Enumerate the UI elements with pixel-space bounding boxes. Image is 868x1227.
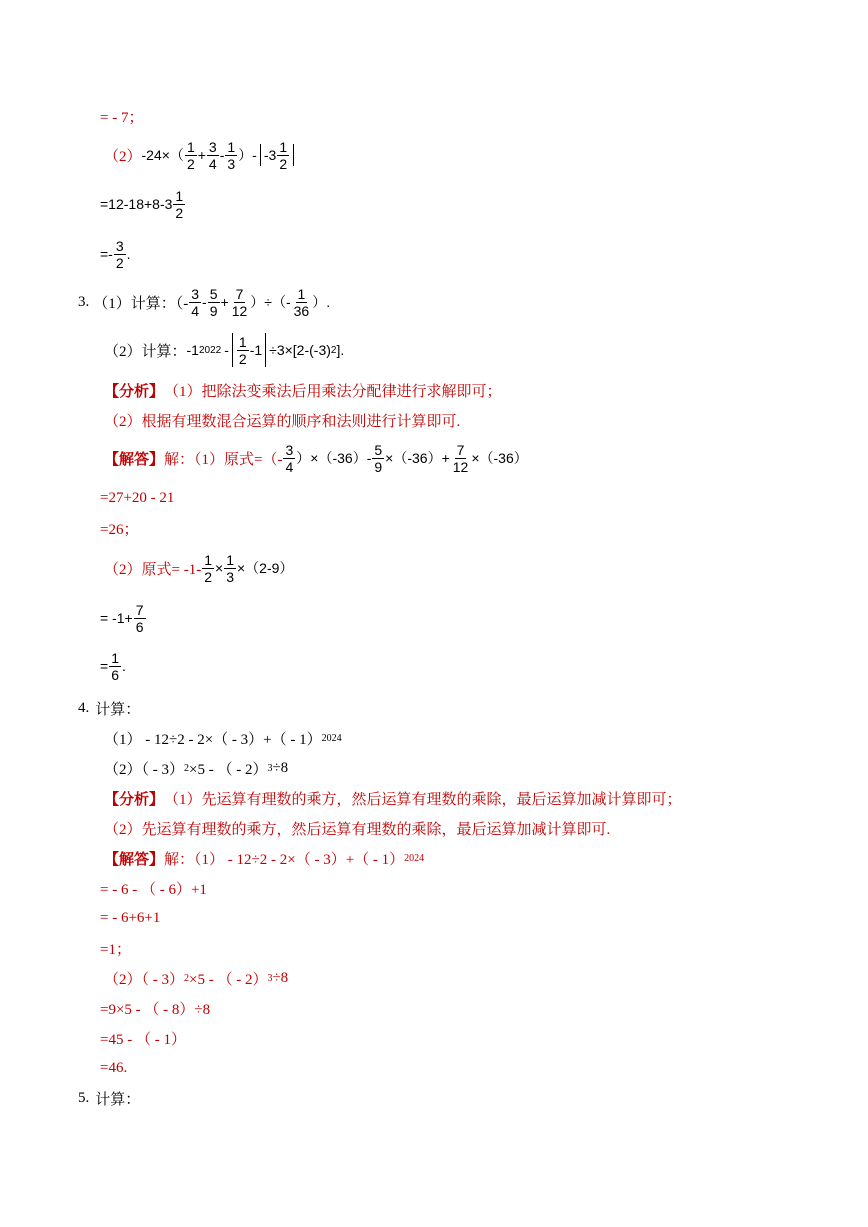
abs-bar: [260, 144, 261, 166]
fraction: $\frac{1}{2}$: [279, 138, 288, 172]
q4-answer-line: 【解答】 解：（1） - 12÷2 - 2×（ - 3）+（ - 1） 2024: [104, 838, 424, 878]
text: = -1+: [100, 610, 133, 626]
question-number: 4.: [78, 699, 90, 716]
text: = - 7；: [100, 109, 144, 126]
text: （2）根据有理数混合运算的顺序和法则进行计算即可.: [104, 413, 461, 430]
expression: $\frac{3}{4}$ - $\frac{5}{9}$ + $\frac{7}{12}$ ）÷（- $\frac{1}{36}$ ）.: [191, 285, 331, 319]
text: =9×5 - （ - 8）÷8: [100, 1001, 211, 1018]
expression: -1 2022 - $\frac{1}{2}$ -1 ÷3×[2-(-3) 2 ].: [186, 333, 345, 367]
text: =45 - （ - 1）: [100, 1031, 186, 1048]
text: 解：（1）原式=（-: [164, 451, 283, 468]
fraction: $\frac{1}{2}$: [175, 187, 184, 221]
fraction: $\frac{1}{3}$: [227, 138, 236, 172]
text: （2）计算：: [104, 343, 187, 360]
q3-step5: = $\frac{1}{6}$ .: [100, 649, 126, 683]
expression: $\frac{3}{4}$ ）×（-36）- $\frac{5}{9}$ ×（-36）+ $\frac{7}{12}$ ×（-36）: [285, 441, 528, 475]
expression: [142, 140, 298, 171]
fraction: $\frac{1}{2}$: [238, 333, 247, 367]
text: 计算：: [95, 1091, 141, 1108]
text: =1；: [100, 941, 131, 958]
text: （2）（ - 3）: [104, 761, 184, 778]
p2-final-line: [100, 232, 131, 276]
q3-analysis-line2: [104, 400, 460, 440]
fraction: $\frac{1}{36}$: [293, 285, 310, 319]
text: -3: [263, 147, 277, 163]
text: = - 6 - （ - 6）+1: [100, 881, 207, 898]
text: （2）（ - 3）: [104, 971, 184, 988]
text: = - 6+6+1: [100, 909, 161, 926]
text: （1）计算：（-: [93, 295, 189, 312]
text: 计算：: [95, 701, 141, 718]
p2-step-line: [100, 182, 186, 226]
answer-tag: 【解答】: [104, 851, 165, 868]
text: =46.: [100, 1059, 128, 1076]
q3-step4: = -1+ $\frac{7}{6}$: [100, 601, 144, 635]
p2-expression-line: [104, 133, 297, 177]
q3-step3: [104, 546, 293, 590]
q4-step4: （2）（ - 3） 2 ×5 - （ - 2） 3 ÷8: [104, 969, 289, 988]
p2-result-line: [100, 96, 143, 136]
text: +: [197, 147, 206, 163]
text: .: [126, 246, 131, 262]
question-number: 5.: [78, 1089, 90, 1106]
text: （2）原式= -1-: [104, 561, 202, 578]
fraction: $\frac{1}{2}$: [186, 138, 195, 172]
text: ）-: [238, 147, 257, 163]
question-number: 3.: [78, 293, 90, 310]
analysis-tag: 【分析】: [104, 791, 165, 808]
text: =: [100, 658, 109, 674]
text: =12-18+8-3: [100, 196, 173, 212]
fraction: $\frac{3}{4}$: [191, 285, 200, 319]
text: =27+20 - 21: [100, 489, 175, 506]
text: （1）把除法变乘法后用乘法分配律进行求解即可；: [164, 383, 502, 400]
fraction: $\frac{5}{9}$: [209, 285, 218, 319]
q4-part1: （1） - 12÷2 - 2×（ - 3）+（ - 1） 2024: [104, 718, 342, 758]
expression: $\frac{1}{2}$ × $\frac{1}{3}$ ×（2-9）: [204, 551, 294, 585]
text: -: [219, 147, 225, 163]
text: -24×（: [141, 147, 184, 163]
answer-tag: 【解答】: [104, 451, 165, 468]
q5-title-line: [78, 1078, 140, 1118]
q3-part1-line: [78, 280, 330, 324]
fraction: $\frac{3}{2}$: [115, 237, 124, 271]
abs-bar: [293, 144, 294, 166]
text: （1）先运算有理数的乘方，然后运算有理数的乘除，最后运算加减计算即可；: [164, 791, 682, 808]
q3-step2: [100, 508, 138, 548]
text: =26；: [100, 521, 139, 538]
text: =-: [100, 246, 113, 262]
text: 解：（1） - 12÷2 - 2×（ - 3）+（ - 1）: [164, 851, 405, 868]
analysis-tag: 【分析】: [104, 383, 165, 400]
part-label: （2）: [104, 148, 142, 165]
text: （1） - 12÷2 - 2×（ - 3）+（ - 1）: [104, 731, 322, 748]
q3-answer-line: [104, 436, 528, 480]
text: （2）先运算有理数的乘方，然后运算有理数的乘除，最后运算加减计算即可.: [104, 821, 611, 838]
q4-part2: （2）（ - 3） 2 ×5 - （ - 2） 3 ÷8: [104, 759, 289, 778]
abs-bar: [232, 333, 233, 367]
fraction: $\frac{7}{12}$: [231, 285, 248, 319]
abs-bar: [265, 333, 266, 367]
fraction: $\frac{3}{4}$: [208, 138, 217, 172]
q3-part2-line: [104, 328, 344, 372]
